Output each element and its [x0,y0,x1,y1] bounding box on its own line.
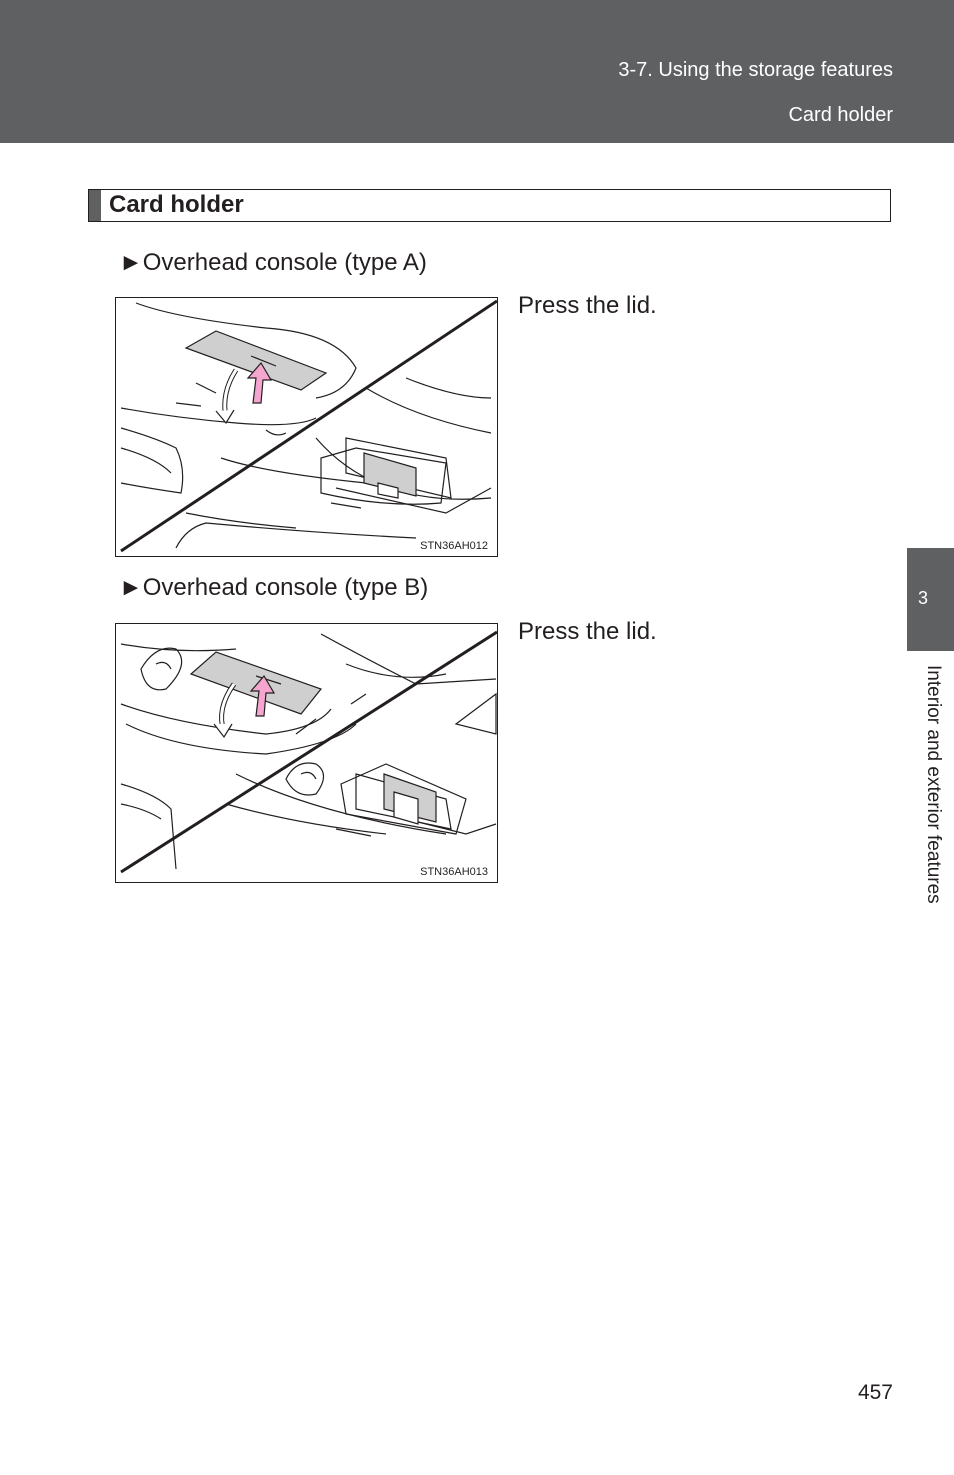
chapter-label: Interior and exterior features [923,665,944,904]
item-label-type-b: ►Overhead console (type B) [119,574,429,601]
chapter-number: 3 [918,588,929,608]
overhead-console-b-illustration [116,624,498,883]
figure-type-b [115,623,498,883]
section-heading-text: Card holder [109,191,244,218]
item-label-type-a: ►Overhead console (type A) [119,249,427,276]
page-number: 457 [857,1381,893,1404]
overhead-console-a-illustration [116,298,498,557]
header-topic: Card holder [788,104,893,126]
chapter-tab[interactable] [907,548,954,651]
page-header [0,0,954,143]
figure-code-a: STN36AH012 [420,540,488,552]
instruction-type-b: Press the lid. [518,618,657,645]
header-section-title: 3-7. Using the storage features [618,59,893,81]
figure-type-a [115,297,498,557]
instruction-type-a: Press the lid. [518,292,657,319]
heading-bar [89,190,101,221]
section-heading [88,189,891,222]
figure-code-b: STN36AH013 [420,866,488,878]
